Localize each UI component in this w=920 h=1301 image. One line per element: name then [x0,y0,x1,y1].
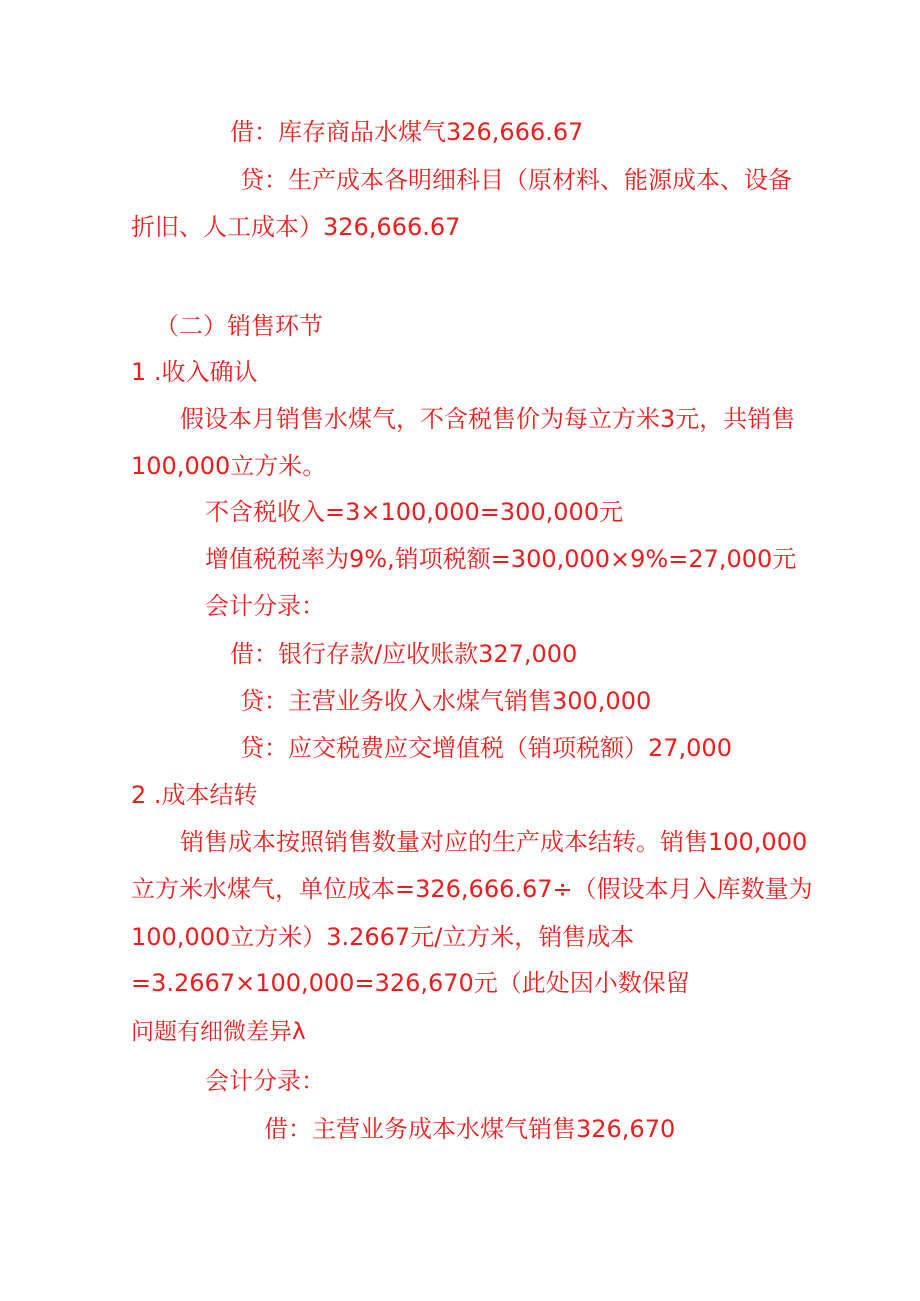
journal-credit-vat: 贷：应交税费应交增值税（销项税额）27,000 [240,734,732,762]
paragraph-sales-assumption-cont: 100,000立方米。 [131,452,327,480]
calc-revenue-excl-tax: 不含税收入=3×100,000=300,000元 [205,498,624,526]
calc-output-vat: 增值税税率为9%,销项税额=300,000×9%=27,000元 [205,545,797,573]
journal-debit-bank: 借：银行存款/应收账款327,000 [230,640,578,668]
paragraph-sales-assumption: 假设本月销售水煤气，不含税售价为每立方米3元，共销售 [180,405,796,433]
subheading-revenue-recognition: 1 .收入确认 [131,358,258,386]
paragraph-cost-transfer-2: 立方米水煤气，单位成本=326,666.67÷（假设本月入库数量为 [131,875,813,903]
paragraph-cost-transfer: 销售成本按照销售数量对应的生产成本结转。销售100,000 [180,828,808,856]
journal-credit-revenue: 贷：主营业务收入水煤气销售300,000 [240,687,652,715]
paragraph-cost-transfer-4: =3.2667×100,000=326,670元（此处因小数保留 [131,969,690,997]
journal-credit-production-cost-cont: 折旧、人工成本）326,666.67 [131,213,461,241]
label-journal-entry: 会计分录： [205,592,325,620]
journal-credit-production-cost: 贷：生产成本各明细科目（原材料、能源成本、设备 [240,166,792,194]
journal-debit-cost-of-sales: 借：主营业务成本水煤气销售326,670 [264,1115,676,1143]
journal-debit-inventory: 借：库存商品水煤气326,666.67 [230,118,584,146]
paragraph-cost-transfer-3: 100,000立方米）3.2667元/立方米，销售成本 [131,923,635,951]
subheading-cost-transfer: 2 .成本结转 [131,781,258,809]
paragraph-cost-transfer-5: 问题有细微差异λ [131,1019,306,1045]
section-heading-sales: （二）销售环节 [155,312,323,340]
label-journal-entry-2: 会计分录： [205,1067,325,1095]
